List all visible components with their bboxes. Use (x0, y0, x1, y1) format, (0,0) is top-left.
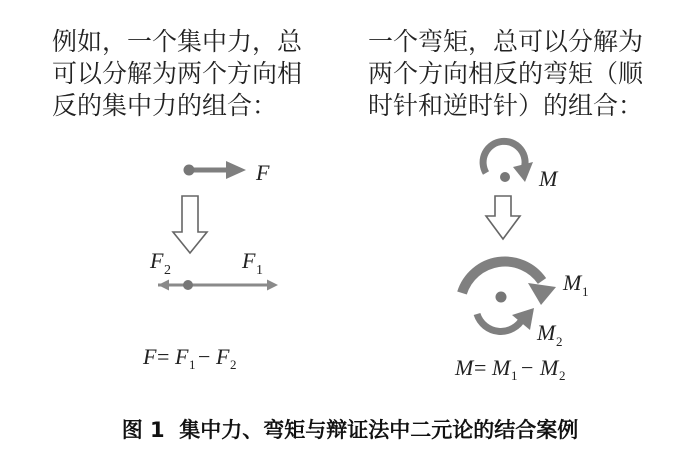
force-split-dot (183, 280, 193, 290)
force-f2-subscript: 2 (164, 263, 171, 278)
moment-m2-label (536, 320, 563, 349)
force-eq-minus: − (198, 344, 211, 369)
force-eq-term1: F (175, 344, 189, 369)
force-eq-equals: = (157, 344, 170, 369)
right-description (368, 27, 644, 120)
moment-m2-arrow (477, 308, 534, 331)
figure-caption: 图 1 集中力、弯矩与辩证法中二元论的结合案例 (121, 418, 579, 442)
force-eq-lhs: F (143, 344, 157, 369)
force-f2-symbol: F (150, 248, 164, 273)
moment-m2-symbol: M (537, 320, 556, 345)
force-f-arrow (184, 161, 247, 179)
moment-eq-term2-sub: 2 (559, 368, 566, 383)
moment-m1-label (562, 270, 589, 299)
moment-m1-symbol: M (563, 270, 582, 295)
force-eq-term1-sub: 1 (189, 357, 196, 372)
force-eq-term2: F (216, 344, 230, 369)
force-transform-arrow (173, 196, 207, 253)
left-description (52, 27, 303, 120)
right-text-line-2: 两个方向相反的弯矩（顺 (368, 59, 644, 88)
force-f1-symbol: F (242, 248, 256, 273)
force-point-dot (184, 165, 195, 176)
force-diagram (142, 160, 278, 372)
moment-m2-subscript: 2 (556, 334, 563, 349)
moment-m1-subscript: 1 (582, 284, 589, 299)
right-text-line-3: 时针和逆时针）的组合： (368, 91, 644, 120)
force-f-label: F (256, 160, 270, 185)
moment-eq-lhs: M (455, 355, 474, 380)
moment-diagram (454, 141, 589, 383)
left-text-line-2: 可以分解为两个方向相 (52, 59, 303, 88)
force-f2-label (149, 248, 171, 278)
force-split-line (158, 280, 278, 291)
force-equation (142, 344, 237, 372)
force-f1-subscript: 1 (256, 263, 263, 278)
moment-m-label: M (539, 166, 558, 191)
moment-eq-term1-sub: 1 (511, 368, 518, 383)
left-text-line-3: 反的集中力的组合： (52, 91, 278, 120)
force-eq-term2-sub: 2 (230, 357, 237, 372)
moment-m1-arrow (462, 262, 556, 305)
moment-center-dot (500, 172, 510, 182)
moment-m-arrow (483, 141, 533, 182)
moment-eq-term2: M (540, 355, 559, 380)
right-text-line-1: 一个弯矩，总可以分解为 (368, 27, 644, 56)
force-f1-arrowhead (267, 280, 278, 291)
moment-eq-equals: = (474, 355, 487, 380)
force-f2-arrowhead (158, 280, 169, 291)
moment-eq-term1: M (492, 355, 511, 380)
moment-split-dot (496, 292, 507, 303)
moment-transform-arrow (486, 196, 520, 239)
left-text-line-1: 例如，一个集中力，总 (52, 27, 303, 56)
moment-eq-minus: − (521, 355, 534, 380)
moment-equation (454, 355, 566, 383)
force-f1-label (241, 248, 263, 278)
